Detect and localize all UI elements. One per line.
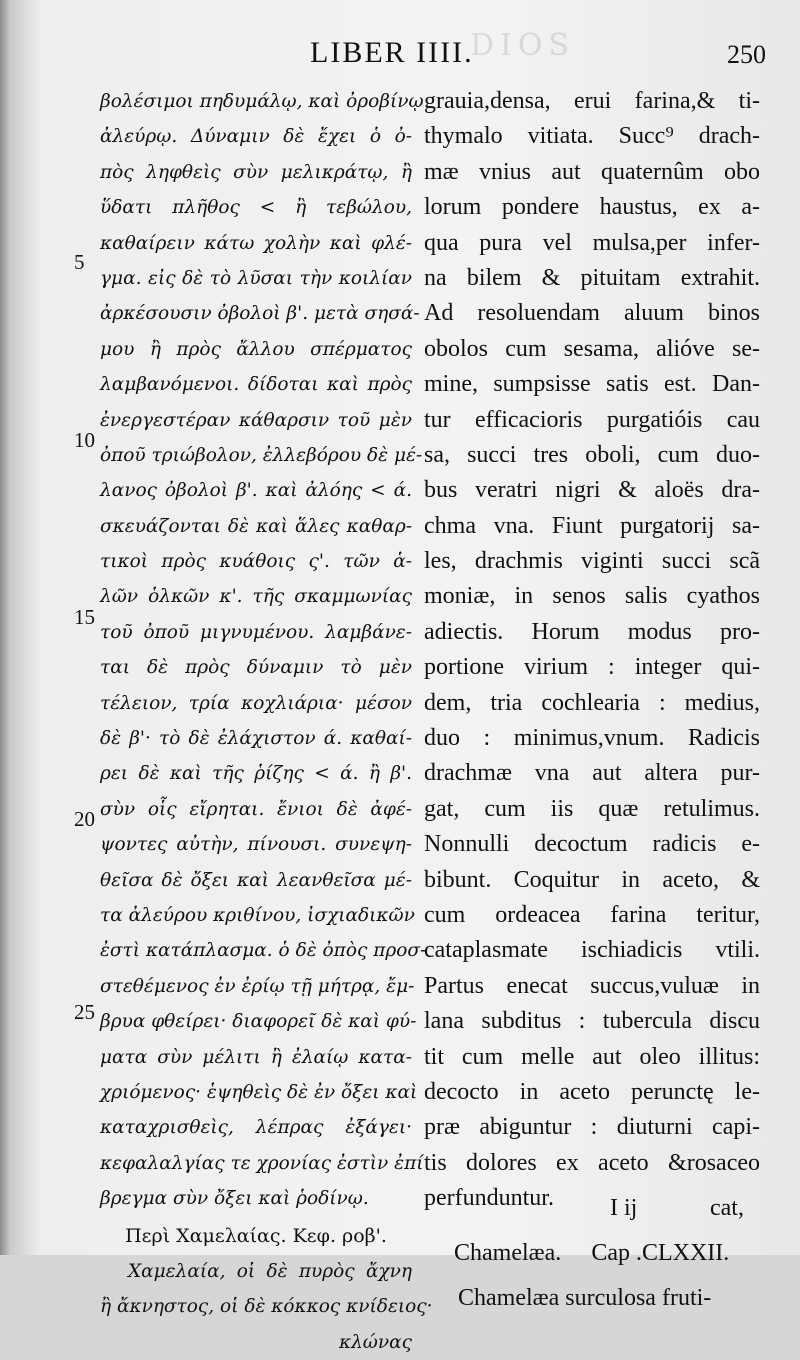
greek-text-line: καθαίρειν κάτω χολὴν καὶ φλέ- — [100, 232, 412, 254]
greek-text-line: λανος ὀβολοὶ β'. καὶ ἀλόης < ά. — [100, 480, 412, 502]
margin-line-number: 20 — [74, 807, 95, 831]
greek-text-line: ρει δὲ καὶ τῆς ῥίζης < ά. ἢ β'. — [100, 763, 412, 785]
latin-text-line: præ abiguntur : diuturni capi- — [424, 1114, 760, 1141]
latin-text-column — [424, 84, 760, 1317]
greek-text-line: σκευάζονται δὲ καὶ ἅλες καθαρ- — [100, 515, 412, 537]
bleed-through-text: DIOS — [470, 28, 576, 63]
latin-text-line: decocto in aceto perunctę le- — [424, 1078, 760, 1105]
greek-text-line: ται δὲ πρὸς δύναμιν τὸ μὲν — [100, 657, 412, 679]
latin-text-line: bibunt. Coquitur in aceto, & — [424, 866, 760, 893]
latin-text-line: Chamelæa surculosa fruti- — [458, 1284, 712, 1311]
greek-text-line: τα ἀλεύρου κριθίνου, ἰσχιαδικῶν — [100, 904, 415, 926]
running-head: LIBER IIII. — [310, 36, 474, 69]
greek-text-line: πὸς ληφθεὶς σὺν μελικράτῳ, ἢ — [100, 161, 412, 183]
latin-text-line: duo : minimus,vnum. Radicis — [424, 725, 760, 752]
latin-text-line: tit cum melle aut oleo illitus: — [424, 1043, 760, 1070]
greek-text-line: ἀρκέσουσιν ὀβολοὶ β'. μετὰ σησά- — [100, 303, 420, 325]
greek-catchword: κλώνας — [338, 1331, 412, 1353]
greek-text-line: ματα σὺν μέλιτι ἢ ἐλαίῳ κατα- — [100, 1046, 412, 1068]
greek-text-line: ἐστὶ κατάπλασμα. ὁ δὲ ὀπὸς προσ- — [100, 940, 427, 962]
greek-text-line: τικοὶ πρὸς κυάθοις ς'. τῶν ἁ- — [100, 551, 412, 573]
greek-text-line: τοῦ ὀποῦ μιγνυμένου. λαμβάνε- — [100, 621, 412, 643]
latin-text-line: adiectis. Horum modus pro- — [424, 618, 760, 645]
margin-line-number: 10 — [74, 428, 95, 452]
latin-text-line: na bilem & pituitam extrahit. — [424, 264, 760, 291]
greek-text-line: ἀλεύρῳ. Δύναμιν δὲ ἔχει ὁ ὀ- — [100, 126, 412, 148]
latin-chapter-heading — [424, 1236, 760, 1271]
latin-text-line: thymalo vitiata. Succ⁹ drach- — [424, 123, 760, 150]
latin-text-line: Nonnulli decoctum radicis e- — [424, 831, 760, 858]
greek-text-line: λῶν ὁλκῶν κ'. τῆς σκαμμωνίας — [100, 586, 412, 608]
greek-text-line: ὀποῦ τριώβολον, ἐλλεβόρου δὲ μέ- — [100, 444, 423, 466]
latin-text-line: Partus enecat succus,vuluæ in — [424, 972, 760, 999]
latin-text-line: dem, tria cochlearia : medius, — [424, 689, 760, 716]
latin-text-line: grauia,densa, erui farina,& ti- — [424, 88, 760, 114]
page-number: 250 — [727, 40, 766, 69]
signature-mark: I ij — [610, 1195, 638, 1221]
greek-text-column — [100, 84, 433, 1360]
latin-text-line: bus veratri nigri & aloës dra- — [424, 477, 760, 504]
greek-text-line: κεφαλαλγίας τε χρονίας ἐστὶν ἐπί — [100, 1152, 424, 1174]
greek-text-line: Χαμελαία, οἱ δὲ πυρὸς ἄχνη — [128, 1260, 412, 1282]
greek-text-line: βρεγμα σὺν ὄξει καὶ ῥοδίνῳ. — [100, 1188, 369, 1210]
greek-chapter-heading: Περὶ Χαμελαίας. Κεφ. ροβ'. — [125, 1224, 387, 1247]
chapter-title: Chamelæa. — [454, 1239, 562, 1266]
greek-text-line: στεθέμενος ἐν ἐρίῳ τῇ μήτρᾳ, ἔμ- — [100, 975, 415, 997]
latin-text-line: les, drachmis viginti succi scã — [424, 548, 760, 575]
margin-line-number: 25 — [74, 1000, 95, 1024]
latin-text-line: drachmæ vna aut altera pur- — [424, 760, 760, 787]
latin-text-line: mine, sumpsisse satis est. Dan- — [424, 371, 760, 398]
latin-text-line: obolos cum sesama, alióve se- — [424, 335, 760, 362]
greek-text-line: ἐνεργεστέραν κάθαρσιν τοῦ μὲν — [100, 409, 412, 431]
latin-text-line: mæ vnius aut quaternûm obo — [424, 158, 760, 185]
latin-text-line: cum ordeacea farina teritur, — [424, 901, 760, 928]
latin-text-line: chma vna. Fiunt purgatorij sa- — [424, 512, 760, 539]
latin-text-line: lorum pondere haustus, ex a- — [424, 194, 760, 221]
greek-text-line: λαμβανόμενοι. δίδοται καὶ πρὸς — [100, 374, 412, 396]
greek-text-line: θεῖσα δὲ ὄξει καὶ λεανθεῖσα μέ- — [100, 869, 412, 891]
latin-text-line: perfunduntur. — [424, 1185, 554, 1212]
greek-text-line: καταχρισθεὶς, λέπρας ἐξάγει· — [100, 1117, 412, 1139]
latin-text-line: Ad resoluendam aluum binos — [424, 300, 760, 327]
latin-text-line: gat, cum iis quæ retulimus. — [424, 795, 760, 822]
greek-text-line: βολέσιμοι πηδυμάλῳ, καὶ ὀροβίνῳ — [100, 91, 424, 112]
latin-text-line: sa, succi tres oboli, cum duo- — [424, 441, 760, 468]
latin-text-line: tis dolores ex aceto &rosaceo — [424, 1149, 760, 1176]
greek-text-line: χριόμενος· ἑψηθεὶς δὲ ἐν ὄξει καὶ — [100, 1081, 418, 1103]
greek-text-line: ἢ ἄκνηστος, οἱ δὲ κόκκος κνίδειος· — [100, 1296, 433, 1318]
greek-text-line: σὺν οἷς εἴρηται. ἔνιοι δὲ ἀφέ- — [100, 798, 412, 820]
greek-text-line: δὲ β'· τὸ δὲ ἐλάχιστον ά. καθαί- — [100, 728, 412, 750]
latin-text-line: cataplasmate ischiadicis vtili. — [424, 937, 760, 964]
greek-text-line: ψοντες αὐτὴν, πίνουσι. συνεψη- — [100, 834, 412, 856]
greek-text-line: βρυα φθείρει· διαφορεῖ δὲ καὶ φύ- — [100, 1011, 417, 1033]
margin-line-number: 5 — [74, 250, 85, 274]
greek-text-line: ὕδατι πλῆθος < ἢ τεβώλου, — [100, 197, 412, 219]
greek-text-line: τέλειον, τρία κοχλιάρια· μέσον — [100, 692, 412, 714]
latin-text-line: lana subditus : tubercula discu — [424, 1008, 760, 1035]
catchword: cat, — [710, 1195, 744, 1221]
latin-text-line: qua pura vel mulsa,per infer- — [424, 229, 760, 256]
latin-text-line: portione virium : integer qui- — [424, 654, 760, 681]
latin-text-line: tur efficacioris purgatióis cau — [424, 406, 760, 433]
margin-line-number: 15 — [74, 605, 95, 629]
greek-text-line: γμα. εἰς δὲ τὸ λῦσαι τὴν κοιλίαν — [100, 267, 412, 289]
latin-text-line: moniæ, in senos salis cyathos — [424, 583, 760, 610]
chapter-number: Cap .CLXXII. — [591, 1239, 730, 1266]
greek-text-line: μου ἢ πρὸς ἄλλου σπέρματος — [100, 338, 412, 360]
